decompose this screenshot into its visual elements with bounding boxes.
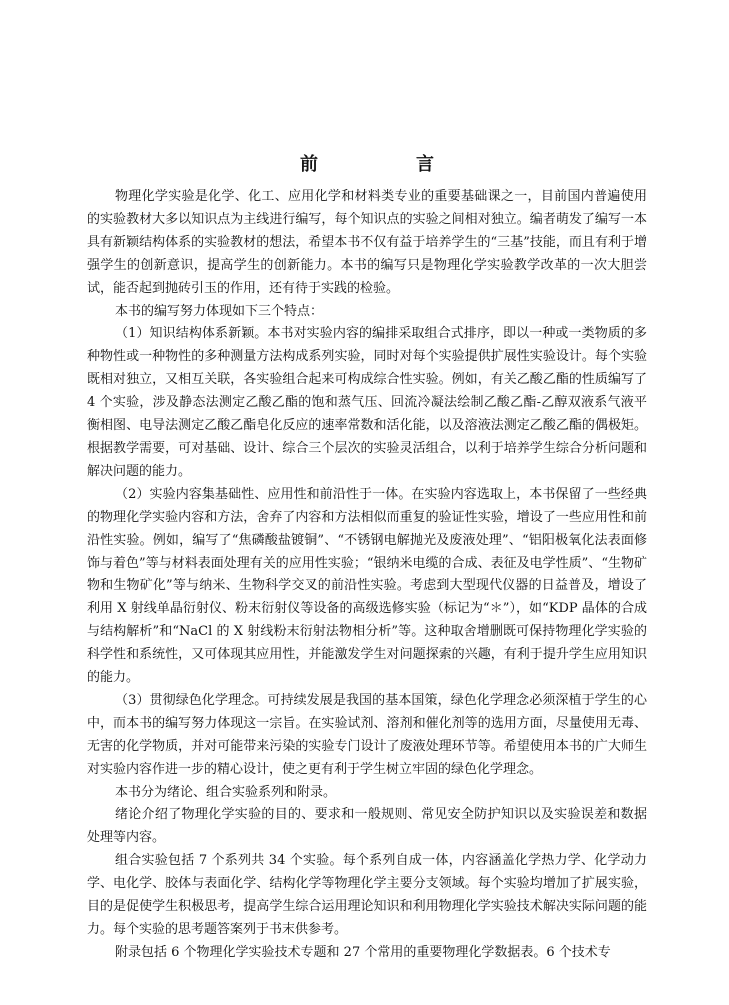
- paragraph-experiments-section: 组合实验包括 7 个系列共 34 个实验。每个系列自成一体，内容涵盖化学热力学、化学动力学、电化学、胶体与表面化学、结构化学等物理化学主要分支领域。每个实验均增加了扩展实验，目的是促使学生积极思考，提高学生综合运用理论知识和利用物理化学实验技术解决实际问题的能力。每个实验的思考题答案列于书末供参考。: [87, 853, 647, 937]
- paragraph-introduction-section: 绪论介绍了物理化学实验的目的、要求和一般规则、常见安全防护知识以及实验误差和数据处理等内容。: [87, 807, 647, 846]
- paragraph-structure: 本书分为绪论、组合实验系列和附录。: [115, 784, 337, 800]
- page-title: 前 言: [300, 154, 474, 175]
- paragraph-features-lead: 本书的编写努力体现如下三个特点：: [115, 303, 324, 319]
- body-text: [87, 186, 647, 965]
- paragraph-feature-3: （3）贯彻绿色化学理念。可持续发展是我国的基本国策，绿色化学理念必须深植于学生的心中，而本书的编写努力体现这一宗旨。在实验试剂、溶剂和催化剂等的选用方面，尽量使用无毒、无害的化学物质，并对可能带来污染的实验专门设计了废液处理环节等。希望使用本书的广大师生对实验内容作进一步的精心设计，使之更有利于学生树立牢固的绿色化学理念。: [87, 692, 647, 777]
- paragraph-intro: 物理化学实验是化学、化工、应用化学和材料类专业的重要基础课之一，目前国内普遍使用的实验教材大多以知识点为主线进行编写，每个知识点的实验之间相对独立。编者萌发了编写一本具有新颖结构体系的实验教材的想法，希望本书不仅有益于培养学生的“三基”技能，而且有利于增强学生的创新意识，提高学生的创新能力。本书的编写只是物理化学实验教学改革的一次大胆尝试，能否起到抛砖引玉的作用，还有待于实践的检验。: [87, 189, 647, 296]
- paragraph-appendix-section: 附录包括 6 个物理化学实验技术专题和 27 个常用的重要物理化学数据表。6 个技术专: [115, 944, 611, 960]
- paragraph-feature-1: （1）知识结构体系新颖。本书对实验内容的编排采取组合式排序，即以一种或一类物质的多种物性或一种物性的多种测量方法构成系列实验，同时对每个实验提供扩展性实验设计。每个实验既相对独立，又相互关联，各实验组合起来可构成综合性实验。例如，有关乙酸乙酯的性质编写了 4 个实验，涉及静态法测定乙酸乙酯的饱和蒸气压、回流冷凝法绘制乙酸乙酯-乙醇双液系气液平衡相图、电导法测定乙酸乙酯皂化反应的速率常数和活化能，以及溶液法测定乙酸乙酯的偶极矩。根据教学需要，可对基础、设计、综合三个层次的实验灵活组合，以利于培养学生综合分析问题和解决问题的能力。: [87, 326, 647, 479]
- paragraph-feature-2: （2）实验内容集基础性、应用性和前沿性于一体。在实验内容选取上，本书保留了一些经典的物理化学实验内容和方法，舍弃了内容和方法相似而重复的验证性实验，增设了一些应用性和前沿性实验。例如，编写了“焦磷酸盐镀铜”、“不锈钢电解抛光及废液处理”、“铝阳极氧化法表面修饰与着色”等与材料表面处理有关的应用性实验；“银纳米电缆的合成、表征及电学性质”、“生物矿物和生物矿化”等与纳米、生物科学交叉的前沿性实验。考虑到大型现代仪器的日益普及，增设了利用 X 射线单晶衍射仪、粉末衍射仪等设备的高级选修实验（标记为“＊”），如“KDP 晶体的合成与结构解析”和“NaCl 的 X 射线粉末衍射法物相分析”等。这种取舍增删既可保持物理化学实验的科学性和系统性，又可体现其应用性，并能激发学生对问题探索的兴趣，有利于提升学生应用知识的能力。: [87, 486, 647, 686]
